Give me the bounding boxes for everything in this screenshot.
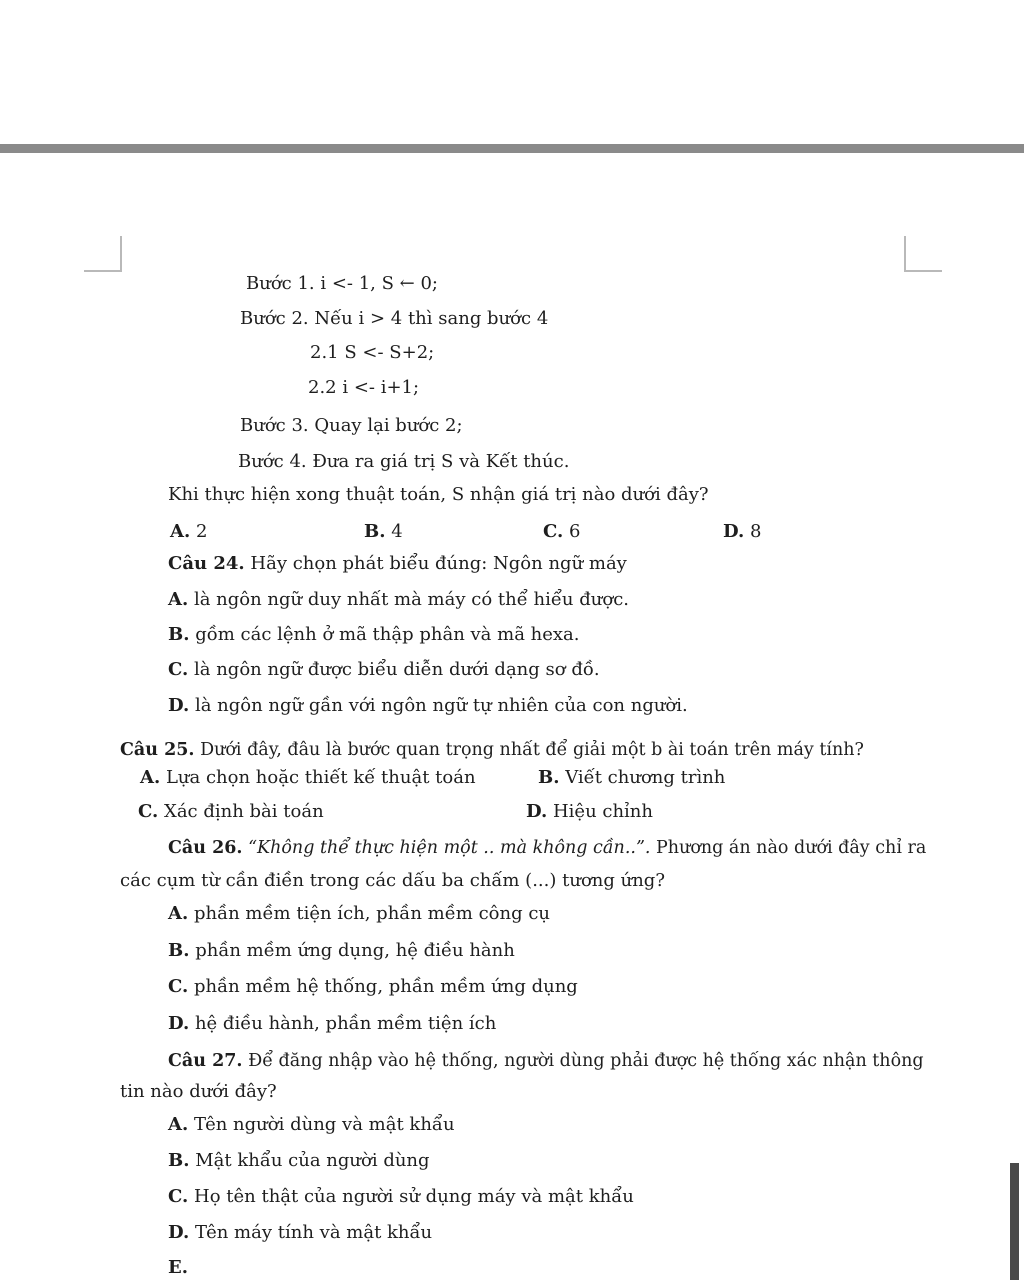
option-letter: E. (168, 1257, 188, 1278)
q25-question (120, 738, 864, 762)
option-text: Họ tên thật của người sử dụng máy và mật khẩu (188, 1186, 634, 1207)
q25-option-b[interactable] (538, 766, 725, 790)
option-letter: B. (168, 1150, 190, 1171)
algorithm-step-4: Bước 4. Đưa ra giá trị S và Kết thúc. (238, 451, 570, 472)
option-letter: C. (543, 521, 564, 542)
question-text: Phương án nào dưới đây chỉ ra (650, 838, 927, 858)
option-text: phần mềm ứng dụng, hệ điều hành (189, 940, 515, 961)
question-text: Để đăng nhập vào hệ thống, người dùng phải được hệ thống xác nhận thông (242, 1051, 924, 1071)
option-text: 8 (744, 521, 762, 542)
q26-option-c[interactable] (168, 975, 578, 999)
option-letter: A. (168, 903, 189, 924)
q24-option-a[interactable] (168, 588, 629, 612)
scrollbar[interactable] (1010, 1163, 1019, 1280)
q26-question (168, 836, 926, 860)
option-text: 4 (385, 521, 403, 542)
option-letter: D. (168, 1013, 190, 1034)
algorithm-step-2-2: 2.2 i <- i+1; (308, 377, 420, 398)
q26-option-b[interactable] (168, 939, 515, 963)
q24-option-d[interactable] (168, 694, 688, 718)
window-top-border (0, 144, 1024, 153)
option-text: là ngôn ngữ duy nhất mà máy có thể hiểu được. (188, 589, 630, 610)
option-text: Tên máy tính và mật khẩu (189, 1222, 433, 1243)
algorithm-step-3: Bước 3. Quay lại bước 2; (240, 415, 463, 436)
option-letter: C. (168, 976, 189, 997)
q27-question (168, 1049, 924, 1073)
q26-question-line2: các cụm từ cần điền trong các dấu ba chấm (...) tương ứng? (120, 870, 665, 891)
question-label: Câu 27. (168, 1051, 243, 1071)
option-letter: C. (168, 659, 189, 680)
q27-option-e[interactable] (168, 1256, 188, 1280)
q24-question (168, 552, 627, 576)
page-margin-corner-right (904, 236, 942, 272)
option-letter: C. (168, 1186, 189, 1207)
q25-option-c[interactable] (138, 800, 324, 824)
option-text: 2 (190, 521, 208, 542)
option-text: gồm các lệnh ở mã thập phân và mã hexa. (189, 624, 580, 645)
question-label: Câu 26. (168, 838, 243, 858)
q24-option-b[interactable] (168, 623, 580, 647)
option-text: là ngôn ngữ được biểu diễn dưới dạng sơ đồ. (188, 659, 600, 680)
option-letter: B. (538, 767, 560, 788)
option-letter: B. (168, 940, 190, 961)
q23-question: Khi thực hiện xong thuật toán, S nhận giá trị nào dưới đây? (168, 484, 709, 505)
algorithm-step-1: Bước 1. i <- 1, S ← 0; (246, 273, 438, 294)
q26-option-a[interactable] (168, 902, 550, 926)
q27-option-d[interactable] (168, 1221, 432, 1245)
option-text: là ngôn ngữ gần với ngôn ngữ tự nhiên của con người. (189, 695, 688, 716)
option-text: Xác định bài toán (158, 801, 324, 822)
option-letter: A. (168, 1114, 189, 1135)
option-letter: B. (168, 624, 190, 645)
q27-question-line2: tin nào dưới đây? (120, 1081, 277, 1102)
option-letter: D. (526, 801, 548, 822)
q27-option-a[interactable] (168, 1113, 455, 1137)
q23-option-c[interactable] (543, 520, 580, 544)
option-text: 6 (563, 521, 581, 542)
q23-option-b[interactable] (364, 520, 403, 544)
question-quote: “Không thể thực hiện một .. mà không cần..”. (242, 838, 651, 858)
question-text: Hãy chọn phát biểu đúng: Ngôn ngữ máy (244, 553, 627, 574)
option-letter: D. (168, 1222, 190, 1243)
question-label: Câu 25. (120, 740, 195, 760)
option-text: Mật khẩu của người dùng (189, 1150, 430, 1171)
question-text: Dưới đây, đâu là bước quan trọng nhất để giải một b ài toán trên máy tính? (194, 740, 864, 760)
algorithm-step-2-1: 2.1 S <- S+2; (310, 342, 435, 363)
q24-option-c[interactable] (168, 658, 600, 682)
q27-option-b[interactable] (168, 1149, 430, 1173)
option-text: phần mềm hệ thống, phần mềm ứng dụng (188, 976, 578, 997)
option-letter: D. (168, 695, 190, 716)
option-letter: B. (364, 521, 386, 542)
option-text: Lựa chọn hoặc thiết kế thuật toán (160, 767, 476, 788)
q27-option-c[interactable] (168, 1185, 634, 1209)
question-label: Câu 24. (168, 553, 245, 574)
page-margin-corner-left (84, 236, 122, 272)
option-letter: A. (140, 767, 161, 788)
algorithm-step-2: Bước 2. Nếu i > 4 thì sang bước 4 (240, 308, 549, 329)
q25-option-a[interactable] (140, 766, 476, 790)
option-letter: A. (170, 521, 191, 542)
option-letter: A. (168, 589, 189, 610)
option-letter: D. (723, 521, 745, 542)
option-letter: C. (138, 801, 159, 822)
q23-option-d[interactable] (723, 520, 761, 544)
option-text: Viết chương trình (559, 767, 726, 788)
q23-option-a[interactable] (170, 520, 207, 544)
option-text: Tên người dùng và mật khẩu (188, 1114, 455, 1135)
option-text: hệ điều hành, phần mềm tiện ích (189, 1013, 497, 1034)
option-text: Hiệu chỉnh (547, 801, 653, 822)
option-text: phần mềm tiện ích, phần mềm công cụ (188, 903, 551, 924)
q26-option-d[interactable] (168, 1012, 496, 1036)
q25-option-d[interactable] (526, 800, 653, 824)
